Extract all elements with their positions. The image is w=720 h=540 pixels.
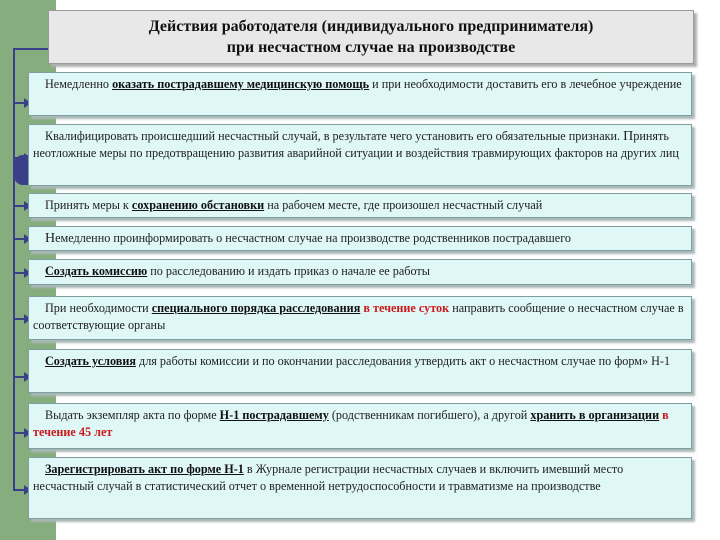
- step-2-text: Квалифицировать происшедший несчастный случай, в результате чего установить его обязательные признаки.: [45, 129, 624, 143]
- step-7-emphasis: Создать условия: [45, 354, 136, 368]
- step-1-emphasis: оказать пострадавшему медицинскую помощь: [112, 77, 370, 91]
- step-2-text-end: ринять неотложные меры по предотвращению развития аварийной ситуации и воздействия травмирующих факторов на других лиц: [33, 129, 679, 160]
- arrow-connector: [13, 272, 25, 274]
- step-8-text: Выдать экземпляр акта по форме: [45, 408, 220, 422]
- step-6-emphasis: специального порядка расследования: [151, 301, 361, 315]
- step-6-deadline: в течение суток: [360, 301, 450, 315]
- step-box-6: [28, 296, 692, 340]
- arrow-connector: [13, 205, 25, 207]
- step-2-capital: П: [623, 129, 634, 144]
- arrow-connector: [13, 376, 25, 378]
- step-7-text-end: для работы комиссии и по окончании расследования утвердить акт о несчастном случае по форм» Н-1: [135, 354, 671, 368]
- step-box-2: [28, 124, 692, 186]
- arrow-connector: [13, 157, 25, 159]
- step-8-emphasis: Н-1 пострадавшему: [219, 408, 329, 422]
- arrow-connector: [13, 102, 25, 104]
- flow-connector-line: [13, 48, 15, 490]
- step-4-text: емедленно проинформировать о несчастном случае на производстве родственников пострадавшего: [55, 231, 572, 245]
- step-box-4: [28, 226, 692, 251]
- step-8-deadline: в течение 45 лет: [33, 408, 669, 439]
- arrow-connector: [13, 432, 25, 434]
- arrow-connector: [13, 318, 25, 320]
- diagram-title: [48, 10, 694, 64]
- step-9-text-end: в Журнале регистрации несчастных случаев и включить имевший место несчастный случай в статистический отчет о временной нетрудоспособности и травматизме на производстве: [33, 462, 624, 493]
- arrow-connector: [13, 238, 25, 240]
- step-1-text-end: и при необходимости доставить его в лечебное учреждение: [369, 77, 682, 91]
- step-6-text-end: направить сообщение о несчастном случае в соответствующие органы: [33, 301, 684, 332]
- step-box-3: [28, 193, 692, 218]
- step-8-text-mid: (родственникам погибшего), а другой: [328, 408, 531, 422]
- step-box-7: [28, 349, 692, 393]
- step-3-emphasis: сохранению обстановки: [131, 198, 265, 212]
- step-box-9: [28, 457, 692, 519]
- step-box-8: [28, 403, 692, 449]
- step-5-emphasis: Создать комиссию: [45, 264, 148, 278]
- step-9-emphasis: Зарегистрировать акт по форме Н-1: [45, 462, 244, 476]
- flow-connector-top: [13, 48, 49, 50]
- step-4-capital: Н: [45, 231, 56, 246]
- title-line-2: при несчастном случае на производстве: [226, 39, 516, 56]
- step-3-text: Принять меры к: [45, 198, 132, 212]
- step-5-text-end: по расследованию и издать приказ о начале ее работы: [147, 264, 430, 278]
- step-3-text-end: на рабочем месте, где произошел несчастный случай: [264, 198, 543, 212]
- arrow-connector: [13, 489, 25, 491]
- step-box-5: [28, 259, 692, 285]
- title-line-1: Действия работодателя (индивидуального предпринимателя): [148, 18, 594, 35]
- step-6-text: При необходимости: [45, 301, 152, 315]
- step-8-emphasis-2: хранить в организации: [530, 408, 660, 422]
- step-box-1: [28, 72, 692, 116]
- step-1-text: Немедленно: [45, 77, 113, 91]
